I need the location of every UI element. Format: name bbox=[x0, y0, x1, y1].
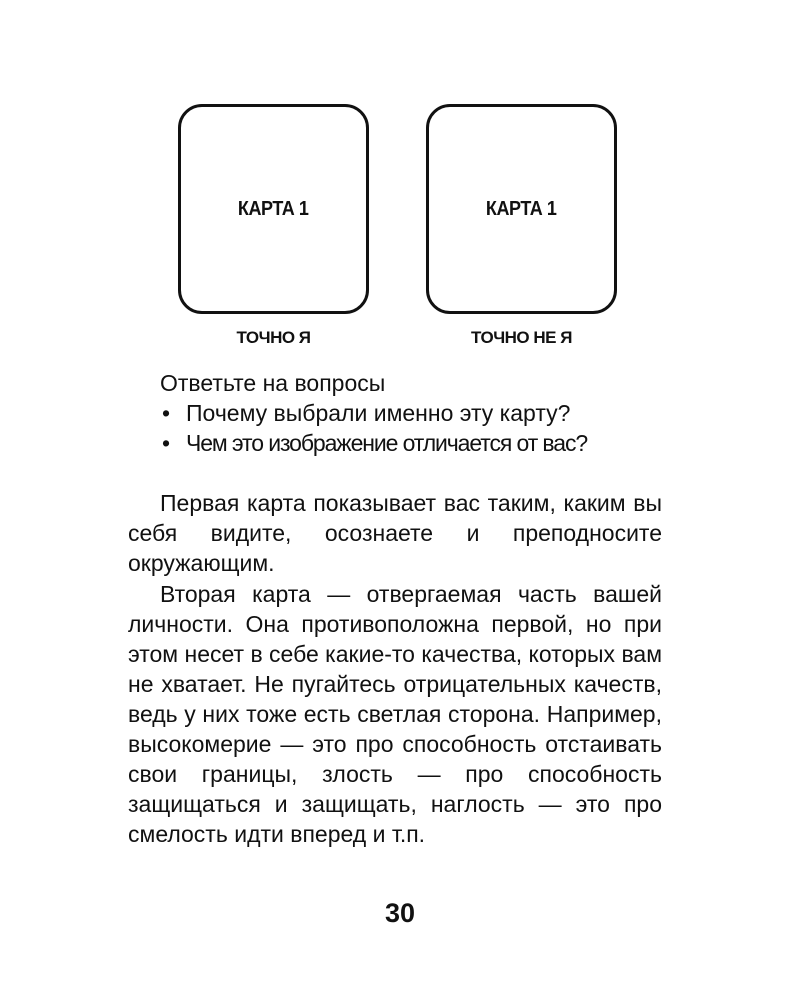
card-2-title: КАРТА 1 bbox=[486, 197, 557, 220]
card-1-title: КАРТА 1 bbox=[238, 197, 309, 220]
body-text bbox=[128, 488, 662, 849]
question-item: • Почему выбрали именно эту карту? bbox=[160, 398, 680, 428]
page-number: 30 bbox=[384, 898, 416, 928]
card-2-frame bbox=[426, 104, 617, 314]
questions-heading: Ответьте на вопросы bbox=[160, 370, 386, 396]
questions-list bbox=[160, 398, 680, 458]
paragraph-second-card: Вторая карта — отвергаемая часть вашей личности. Она противоположна первой, но при этом несет в себе какие-то качества, которых вам не хватает. Не пугайтесь отрицательных качеств, ведь у них тоже есть светлая сторона. Например, высокомерие — это про способность отстаивать свои границы, злость — про способность защищаться и защищать, наглость — это про смелость идти вперед и т.п. bbox=[128, 581, 663, 847]
card-1-caption: ТОЧНО Я bbox=[236, 328, 311, 347]
card-1-frame bbox=[178, 104, 369, 314]
question-item: • Чем это изображение отличается от вас? bbox=[160, 428, 680, 458]
paragraph-first-card: Первая карта показывает вас таким, каким вы себя видите, осознаете и преподносите окружающим. bbox=[128, 490, 662, 576]
card-2-caption: ТОЧНО НЕ Я bbox=[471, 328, 572, 347]
questions-block bbox=[160, 368, 680, 458]
